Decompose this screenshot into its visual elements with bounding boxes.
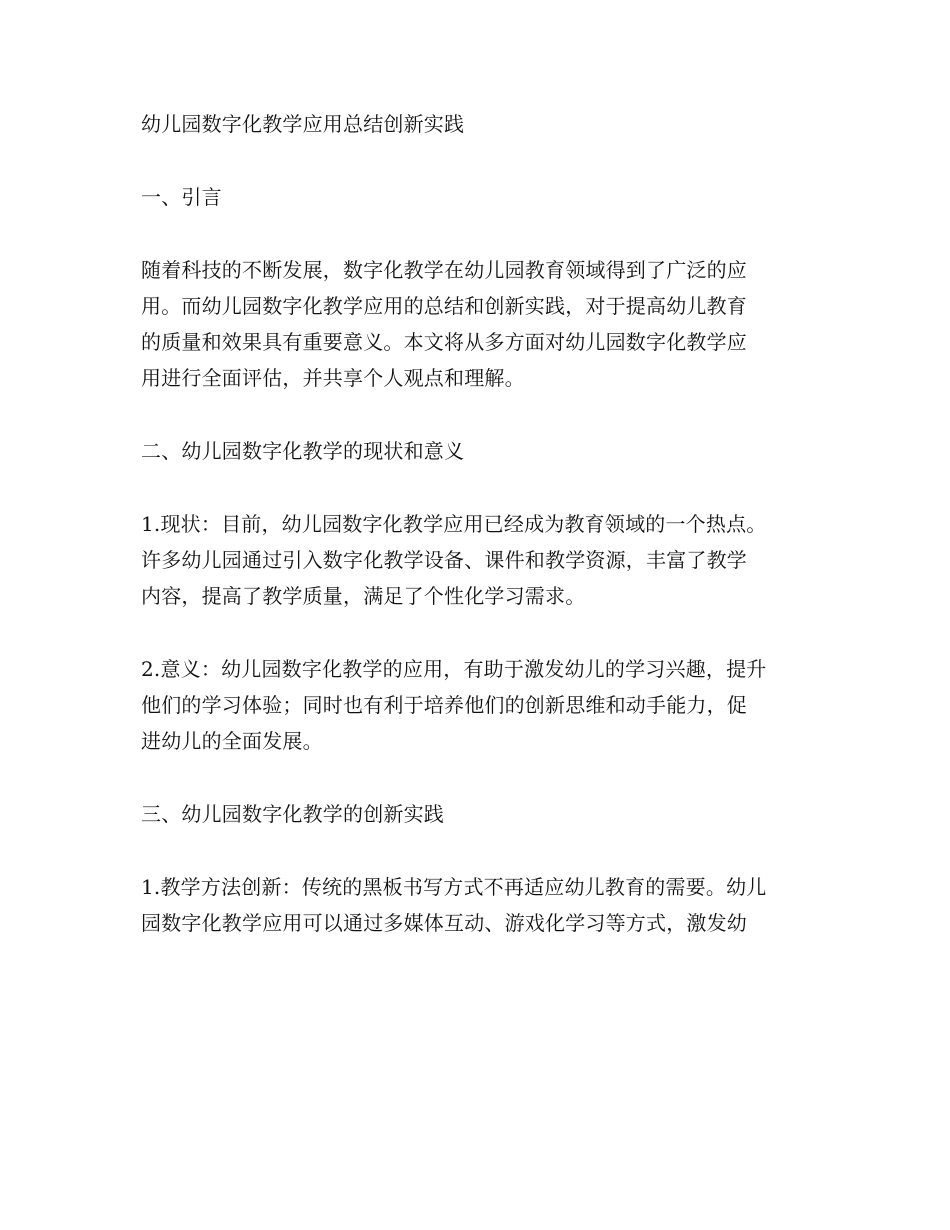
paragraph-line: 园数字化教学应用可以通过多媒体互动、游戏化学习等方式，激发幼 (141, 911, 747, 935)
section-heading-introduction (141, 179, 821, 215)
paragraph-teaching-method-innovation (141, 869, 821, 941)
heading-text: 三、幼儿园数字化教学的创新实践 (141, 802, 444, 826)
document-body (141, 106, 821, 978)
section-heading-innovative-practice (141, 796, 821, 832)
paragraph-line: 用进行全面评估，并共享个人观点和理解。 (141, 366, 525, 390)
paragraph-line: 1.教学方法创新：传统的黑板书写方式不再适应幼儿教育的需要。幼儿 (141, 875, 767, 899)
section-heading-status-significance (141, 433, 821, 469)
paragraph-line: 内容，提高了教学质量，满足了个性化学习需求。 (141, 584, 586, 608)
paragraph-line: 进幼儿的全面发展。 (141, 729, 323, 753)
paragraph-line: 许多幼儿园通过引入数字化教学设备、课件和教学资源，丰富了教学 (141, 548, 747, 572)
heading-text: 一、引言 (141, 185, 222, 209)
paragraph-line: 随着科技的不断发展，数字化教学在幼儿园教育领域得到了广泛的应 (141, 258, 747, 282)
paragraph-status (141, 506, 821, 614)
paragraph-line: 用。而幼儿园数字化教学应用的总结和创新实践，对于提高幼儿教育 (141, 294, 747, 318)
paragraph-line: 2.意义：幼儿园数字化教学的应用，有助于激发幼儿的学习兴趣，提升 (141, 657, 767, 681)
paragraph-line: 1.现状：目前，幼儿园数字化教学应用已经成为教育领域的一个热点。 (141, 512, 767, 536)
paragraph-significance (141, 651, 821, 759)
title-text: 幼儿园数字化教学应用总结创新实践 (141, 112, 465, 136)
heading-text: 二、幼儿园数字化教学的现状和意义 (141, 439, 465, 463)
paragraph-introduction (141, 252, 821, 396)
paragraph-line: 的质量和效果具有重要意义。本文将从多方面对幼儿园数字化教学应 (141, 330, 747, 354)
paragraph-line: 他们的学习体验；同时也有利于培养他们的创新思维和动手能力，促 (141, 693, 747, 717)
document-title (141, 106, 821, 142)
